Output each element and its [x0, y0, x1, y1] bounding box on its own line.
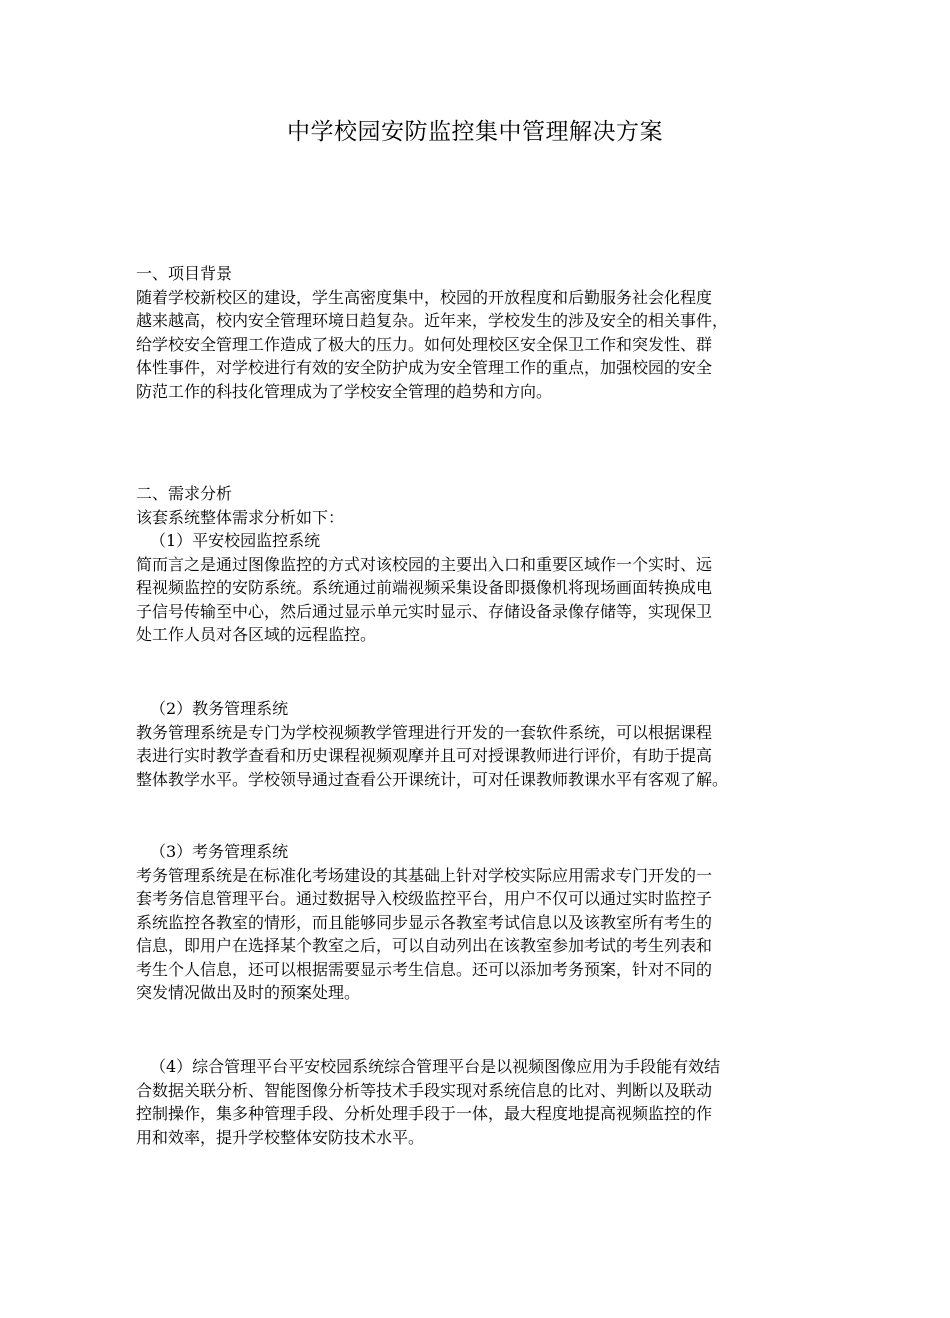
subsection-integrated-platform: [136, 1055, 826, 1149]
paragraph-line: 子信号传输至中心，然后通过显示单元实时显示、存储设备录像存储等，实现保卫: [136, 601, 713, 621]
section-project-background: [136, 262, 826, 403]
paragraph-line: 程视频监控的安防系统。系统通过前端视频采集设备即摄像机将现场画面转换成电: [136, 578, 713, 597]
subsection-heading: （2）教务管理系统: [150, 699, 289, 718]
section-requirements-analysis: [136, 482, 826, 647]
paragraph-line: 简而言之是通过图像监控的方式对该校园的主要出入口和重要区域作一个实时、远: [136, 554, 713, 574]
paragraph-line: 系统监控各教室的情形，而且能够同步显示各教室考试信息以及该教室所有考生的: [136, 912, 713, 932]
paragraph-line: 防范工作的科技化管理成为了学校安全管理的趋势和方向。: [136, 381, 553, 401]
paragraph-line: （4）综合管理平台平安校园系统综合管理平台是以视频图像应用为手段能有效结: [150, 1057, 721, 1076]
paragraph-line: 教务管理系统是专门为学校视频教学管理进行开发的一套软件系统，可以根据课程: [136, 722, 713, 742]
paragraph-line: 控制操作，集多种管理手段、分析处理手段于一体，最大程度地提高视频监控的作: [136, 1104, 713, 1123]
paragraph-line: 表进行实时教学查看和历史课程视频观摩并且可对授课教师进行评价，有助于提高: [136, 746, 713, 765]
section-heading: 二、需求分析: [136, 484, 233, 503]
paragraph-line: 随着学校新校区的建设，学生高密度集中，校园的开放程度和后勤服务社会化程度: [136, 287, 713, 307]
paragraph-line: 合数据关联分析、智能图像分析等技术手段实现对系统信息的比对、判断以及联动: [136, 1080, 713, 1100]
subsection-heading: （3）考务管理系统: [150, 842, 289, 861]
paragraph-line: 越来越高，校内安全管理环境日趋复杂。近年来，学校发生的涉及安全的相关事件，: [136, 311, 729, 330]
paragraph-line: 用和效率，提升学校整体安防技术水平。: [136, 1127, 425, 1147]
paragraph-line: 套考务信息管理平台。通过数据导入校级监控平台，用户不仅可以通过实时监控子: [136, 889, 713, 908]
paragraph-line: 给学校安全管理工作造成了极大的压力。如何处理校区安全保卫工作和突发性、群: [136, 334, 713, 354]
paragraph-line: 突发情况做出及时的预案处理。: [136, 983, 361, 1002]
section-intro: 该套系统整体需求分析如下：: [136, 507, 345, 527]
paragraph-line: 体性事件，对学校进行有效的安全防护成为安全管理工作的重点，加强校园的安全: [136, 358, 713, 377]
paragraph-line: 考务管理系统是在标准化考场建设的其基础上针对学校实际应用需求专门开发的一: [136, 865, 713, 885]
paragraph-line: 处工作人员对各区域的远程监控。: [136, 625, 377, 644]
subsection-academic-management: [136, 697, 826, 791]
subsection-heading: （1）平安校园监控系统: [150, 531, 321, 550]
paragraph-line: 信息，即用户在选择某个教室之后，可以自动列出在该教室参加考试的考生列表和: [136, 936, 713, 955]
document-title: 中学校园安防监控集中管理解决方案: [287, 119, 663, 145]
section-heading: 一、项目背景: [136, 264, 233, 283]
paragraph-line: 考生个人信息，还可以根据需要显示考生信息。还可以添加考务预案，针对不同的: [136, 959, 713, 979]
paragraph-line: 整体教学水平。学校领导通过查看公开课统计，可对任课教师教课水平有客观了解。: [136, 769, 729, 789]
subsection-exam-management: [136, 840, 826, 1005]
